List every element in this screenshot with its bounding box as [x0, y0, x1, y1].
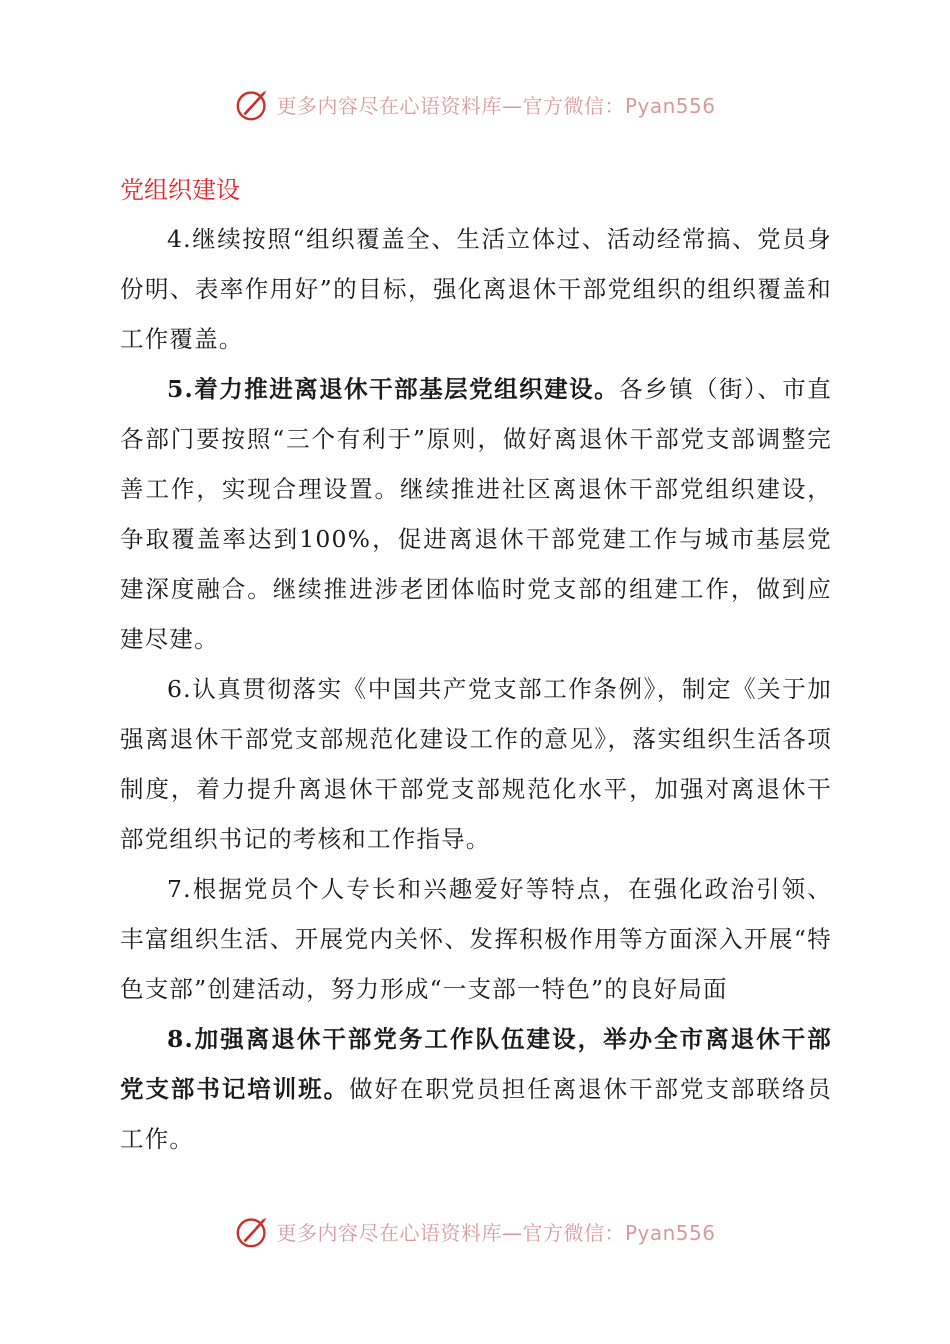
- paragraph-5-body: 各乡镇（街）、市直各部门要按照“三个有利于”原则，做好离退休干部党支部调整完善工作，实现合理设置。继续推进社区离退休干部党组织建设，争取覆盖率达到100%，促进离退休干部党建工作与城市基层党建深度融合。继续推进涉老团体临时党支部的组建工作，做到应建尽建。: [120, 375, 832, 653]
- paragraph-6: 6.认真贯彻落实《中国共产党支部工作条例》，制定《关于加强离退休干部党支部规范化建设工作的意见》，落实组织生活各项制度，着力提升离退休干部党支部规范化水平，加强对离退休干部党组织书记的考核和工作指导。: [120, 675, 832, 853]
- document-body: [120, 166, 832, 1164]
- watermark-text: 更多内容尽在心语资料库—官方微信：Pyan556: [276, 1220, 716, 1245]
- quill-logo-icon: [234, 1212, 272, 1250]
- paragraph-8-lead: 8.加强离退休干部党务工作队伍建设，举办全市离退休干部党支部书记培训班。: [120, 1025, 832, 1103]
- paragraph-8: [120, 1014, 832, 1164]
- header-watermark: [0, 84, 950, 124]
- paragraph-4: 4.继续按照“组织覆盖全、生活立体过、活动经常搞、党员身份明、表率作用好”的目标，强化离退休干部党组织的组织覆盖和工作覆盖。: [120, 225, 832, 353]
- quill-logo-icon: [234, 85, 272, 123]
- footer-watermark: [0, 1211, 950, 1251]
- paragraph-5-lead: 5.着力推进离退休干部基层党组织建设。: [167, 375, 620, 403]
- paragraph-7: 7.根据党员个人专长和兴趣爱好等特点，在强化政治引领、丰富组织生活、开展党内关怀、发挥积极作用等方面深入开展“特色支部”创建活动，努力形成“一支部一特色”的良好局面: [120, 875, 832, 1003]
- paragraph-5: [120, 364, 832, 664]
- section-heading: 党组织建设: [120, 176, 240, 204]
- watermark-text: 更多内容尽在心语资料库—官方微信：Pyan556: [276, 93, 716, 118]
- paragraph-8-body: 做好在职党员担任离退休干部党支部联络员工作。: [120, 1075, 832, 1153]
